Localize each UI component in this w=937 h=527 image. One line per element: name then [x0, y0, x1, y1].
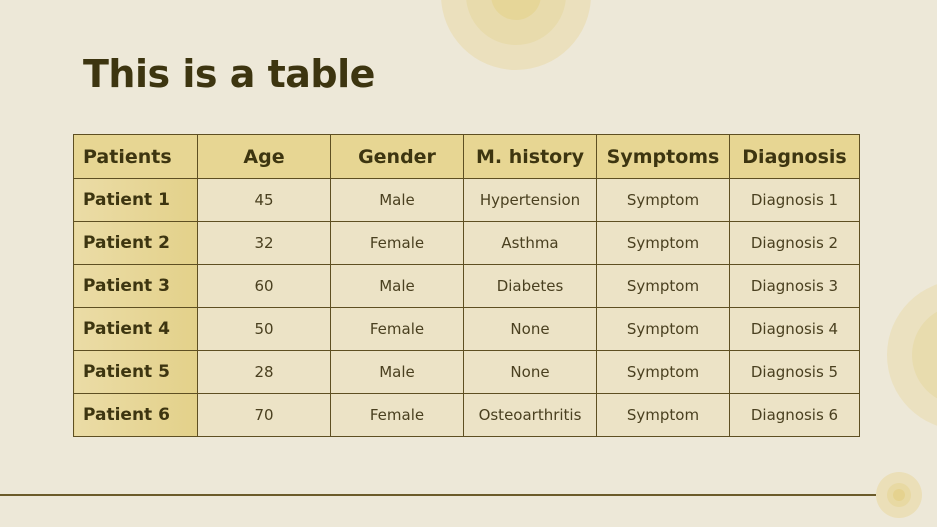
cell-gender: Male [331, 351, 464, 394]
cell-symptoms: Symptom [597, 222, 730, 265]
bottom-divider [0, 494, 876, 496]
cell-symptoms: Symptom [597, 265, 730, 308]
cell-diagnosis: Diagnosis 3 [730, 265, 860, 308]
cell-patient-name: Patient 6 [74, 394, 198, 437]
cell-age: 50 [198, 308, 331, 351]
cell-medical-history: None [464, 351, 597, 394]
cell-diagnosis: Diagnosis 4 [730, 308, 860, 351]
cell-patient-name: Patient 1 [74, 179, 198, 222]
cell-symptoms: Symptom [597, 308, 730, 351]
cell-symptoms: Symptom [597, 179, 730, 222]
cell-age: 28 [198, 351, 331, 394]
cell-gender: Female [331, 394, 464, 437]
cell-age: 32 [198, 222, 331, 265]
cell-gender: Male [331, 265, 464, 308]
table-body [74, 179, 860, 437]
cell-gender: Male [331, 179, 464, 222]
table-row [74, 351, 860, 394]
header-gender: Gender [331, 135, 464, 179]
header-medical-history: M. history [464, 135, 597, 179]
cell-medical-history: None [464, 308, 597, 351]
cell-symptoms: Symptom [597, 394, 730, 437]
cell-medical-history: Asthma [464, 222, 597, 265]
cell-patient-name: Patient 3 [74, 265, 198, 308]
header-diagnosis: Diagnosis [730, 135, 860, 179]
cell-diagnosis: Diagnosis 6 [730, 394, 860, 437]
cell-gender: Female [331, 222, 464, 265]
cell-patient-name: Patient 2 [74, 222, 198, 265]
cell-age: 45 [198, 179, 331, 222]
cell-symptoms: Symptom [597, 351, 730, 394]
cell-diagnosis: Diagnosis 5 [730, 351, 860, 394]
page-title: This is a table [83, 52, 375, 96]
cell-medical-history: Osteoarthritis [464, 394, 597, 437]
cell-age: 60 [198, 265, 331, 308]
cell-patient-name: Patient 5 [74, 351, 198, 394]
header-patients: Patients [74, 135, 198, 179]
cell-gender: Female [331, 308, 464, 351]
table-row [74, 394, 860, 437]
table-row [74, 265, 860, 308]
cell-diagnosis: Diagnosis 1 [730, 179, 860, 222]
header-symptoms: Symptoms [597, 135, 730, 179]
table-row [74, 308, 860, 351]
cell-patient-name: Patient 4 [74, 308, 198, 351]
cell-medical-history: Diabetes [464, 265, 597, 308]
cell-diagnosis: Diagnosis 2 [730, 222, 860, 265]
cell-age: 70 [198, 394, 331, 437]
decorative-circle-small-inner [893, 489, 905, 501]
table-row [74, 222, 860, 265]
cell-medical-history: Hypertension [464, 179, 597, 222]
table-header-row [74, 135, 860, 179]
header-age: Age [198, 135, 331, 179]
table-row [74, 179, 860, 222]
patients-table [73, 134, 860, 437]
